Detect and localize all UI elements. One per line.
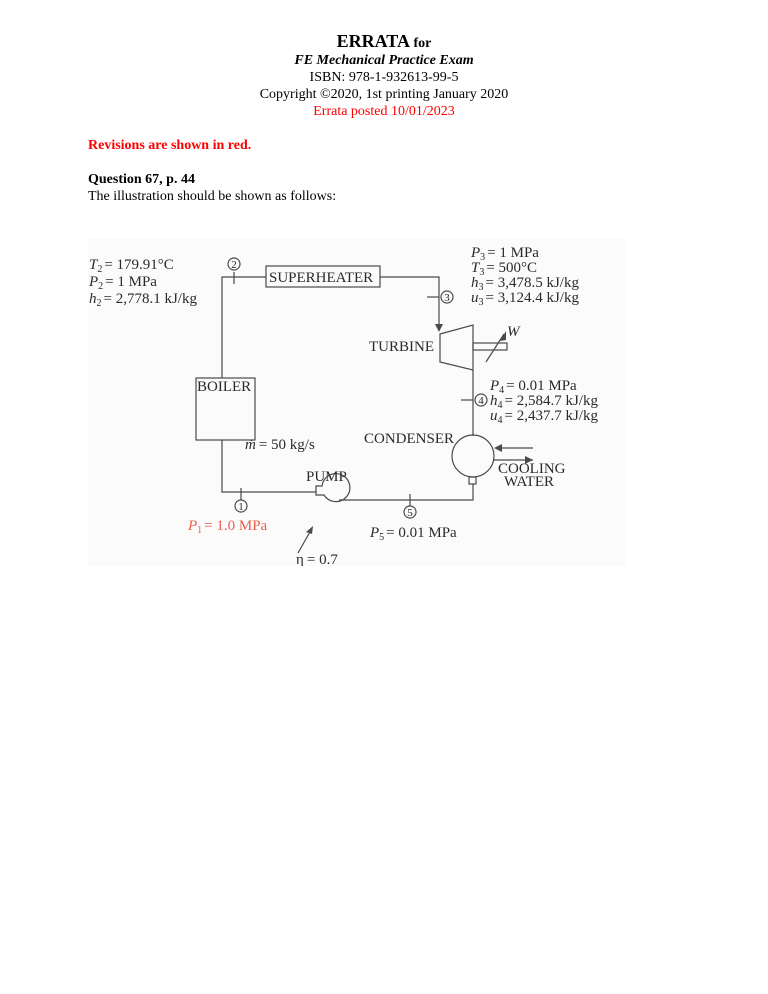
svg-text:u3= 3,124.4 kJ/kg: $u_3 = 3,124.4$ kJ/kg [471, 290, 579, 308]
h4-value: = 2,584.7 kJ/kg [504, 393, 598, 409]
svg-text:P4= 0.01 MPa: $P_4 = 0.01$ MPa [490, 378, 577, 396]
rankine-cycle-diagram [88, 238, 626, 566]
work-arrow [486, 334, 504, 362]
state-1-properties: $P_1 = 1.0$ MPa [188, 518, 268, 536]
p4-value: = 0.01 MPa [506, 378, 577, 394]
cooling-water-label-2: WATER [504, 474, 554, 490]
svg-text:T3= 500°C: $T_3 = 500^\circ C$ [471, 260, 538, 278]
isbn: ISBN: 978-1-932613-99-5 [309, 70, 459, 85]
state-5-label: 5 [407, 507, 413, 519]
svg-text:u4= 2,437.7 kJ/kg: $u_4 = 2,437.7$ kJ/kg [490, 408, 598, 426]
state-1-label: 1 [238, 501, 244, 513]
svg-text:P3= 1 MPa: $P_3 = 1$ MPa [471, 245, 539, 263]
superheater-label: SUPERHEATER [269, 270, 374, 286]
mass-flow-rate: ṁ = 50 kg/s [245, 437, 315, 453]
state-5-properties: $P_5 = 0.01$ MPa [370, 525, 457, 543]
p1-value: = 1.0 MPa [204, 518, 268, 534]
pump-efficiency: η = 0.7 [296, 552, 338, 566]
arrow-cooling-in [494, 444, 502, 452]
p5-value: = 0.01 MPa [386, 525, 457, 541]
p2-value: = 1 MPa [105, 274, 157, 290]
state-4-label: 4 [478, 395, 484, 407]
diagram-svg [88, 238, 626, 566]
pipe-superheater-to-turbine [380, 277, 439, 324]
p3-value: = 1 MPa [487, 245, 539, 261]
pipe-boiler-to-superheater [222, 277, 266, 378]
revisions-notice: Revisions are shown in red. [88, 138, 252, 153]
t2-symbol: T [89, 257, 98, 273]
turbine-shaft [473, 343, 507, 350]
title-text: ERRATA [336, 31, 409, 51]
condenser-outlet [469, 477, 476, 484]
errata-posted-date: Errata posted 10/01/2023 [313, 104, 455, 119]
pump-label: PUMP [306, 469, 347, 485]
condenser-label: CONDENSER [364, 431, 455, 447]
svg-text:T2= 179.91°C: $T_2 = 179.91^\circ C$ [89, 257, 174, 275]
book-title: FE Mechanical Practice Exam [294, 53, 474, 68]
turbine-label: TURBINE [369, 339, 434, 355]
svg-text:h3= 3,478.5 kJ/kg: $h_3 = 3,478.5$ kJ/kg [471, 275, 579, 293]
copyright: Copyright ©2020, 1st printing January 2020 [259, 87, 509, 102]
u4-value: = 2,437.7 kJ/kg [504, 408, 598, 424]
u3-value: = 3,124.4 kJ/kg [485, 290, 579, 306]
turbine-shape [440, 325, 473, 370]
arrow-into-turbine [435, 324, 443, 332]
state-2-properties [88, 257, 197, 309]
t2-value: = 179.91°C [104, 257, 174, 273]
state-2-label: 2 [231, 259, 237, 271]
svg-text:P2= 1 MPa: $P_2 = 1$ MPa [89, 274, 157, 292]
page-title [0, 31, 768, 54]
h3-value: = 3,478.5 kJ/kg [485, 275, 579, 291]
t3-value: = 500°C [486, 260, 538, 276]
svg-text:h2= 2,778.1 kJ/kg: $h_2 = 2,778.1$ kJ/kg [89, 291, 197, 309]
h2-value: = 2,778.1 kJ/kg [103, 291, 197, 307]
question-heading: Question 67, p. 44 [88, 172, 195, 187]
state-3-properties [470, 245, 579, 308]
work-label: W [507, 324, 520, 340]
state-3-label: 3 [444, 292, 450, 304]
condenser-shape [452, 435, 494, 477]
efficiency-arrow [298, 530, 311, 553]
svg-text:h4= 2,584.7 kJ/kg: $h_4 = 2,584.7$ kJ/kg [490, 393, 598, 411]
state-4-properties [489, 378, 598, 426]
boiler-label: BOILER [197, 379, 252, 395]
question-instruction: The illustration should be shown as follows: [88, 189, 337, 204]
cooling-water-label-1: COOLING [498, 461, 566, 477]
efficiency-arrow-head [306, 526, 313, 534]
title-suffix: for [413, 36, 432, 51]
pipe-condenser-to-pump [339, 484, 473, 500]
